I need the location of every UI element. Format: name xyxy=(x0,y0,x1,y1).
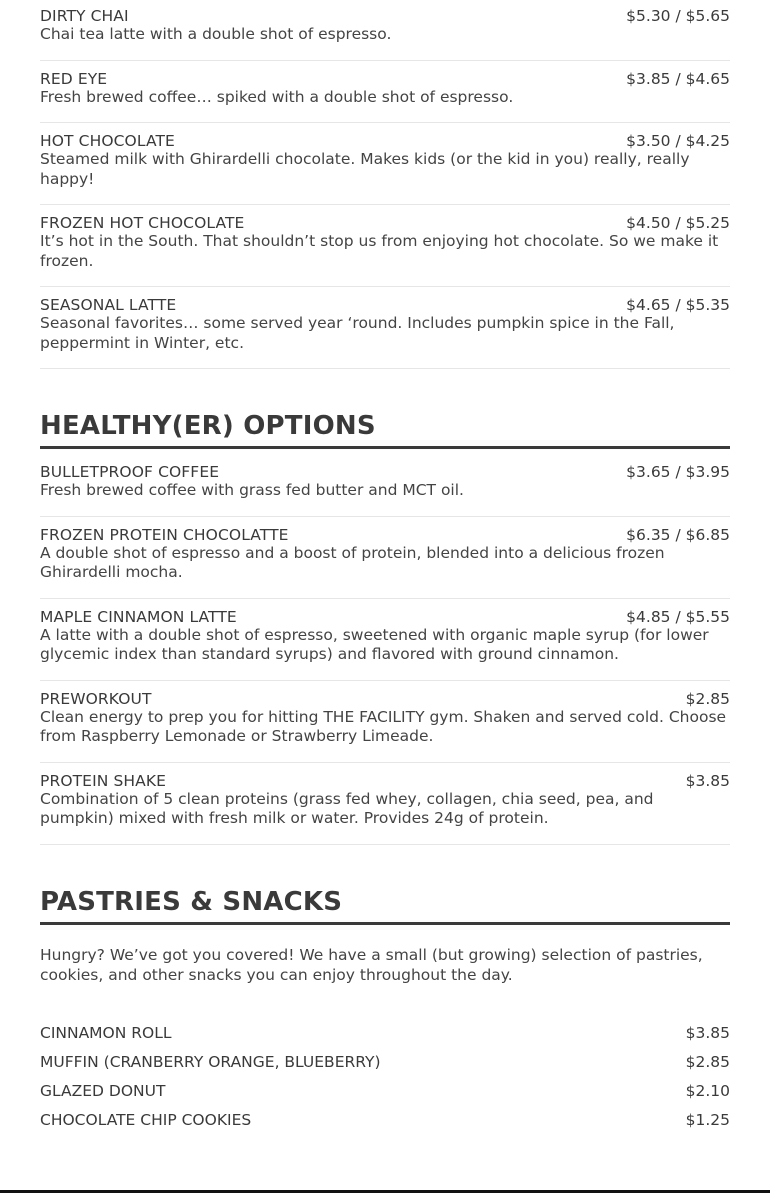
item-name: MAPLE CINNAMON LATTE xyxy=(40,607,237,626)
item-name: RED EYE xyxy=(40,69,108,88)
section-title: PASTRIES & SNACKS xyxy=(40,885,730,925)
item-name: PROTEIN SHAKE xyxy=(40,771,167,790)
item-price: $2.10 xyxy=(685,1081,730,1100)
item-name: CHOCOLATE CHIP COOKIES xyxy=(40,1110,252,1129)
item-price: $2.85 xyxy=(685,689,730,708)
menu-item xyxy=(40,771,730,845)
item-name: HOT CHOCOLATE xyxy=(40,132,175,150)
item-description: Combination of 5 clean proteins (grass fed whey, collagen, chia seed, pea, and pumpkin) mixed with fresh milk or water. Provides 24g of protein. xyxy=(40,789,654,827)
item-description: Fresh brewed coffee… spiked with a double shot of espresso. xyxy=(40,87,514,106)
snack-item xyxy=(40,1081,730,1101)
item-price: $1.25 xyxy=(685,1110,730,1129)
menu-item xyxy=(40,131,730,205)
menu-page xyxy=(40,0,730,1139)
item-name: GLAZED DONUT xyxy=(40,1081,166,1100)
item-name: PREWORKOUT xyxy=(40,689,152,708)
menu-item xyxy=(40,525,730,599)
item-name: FROZEN HOT CHOCOLATE xyxy=(40,214,245,232)
menu-item xyxy=(40,295,730,369)
item-price: $4.65 / $5.35 xyxy=(626,296,730,314)
item-description: It’s hot in the South. That shouldn’t stop us from enjoying hot chocolate. So we make it frozen. xyxy=(40,232,719,270)
menu-item xyxy=(40,689,730,763)
item-name: MUFFIN (CRANBERRY ORANGE, BLUEBERRY) xyxy=(40,1052,381,1071)
item-name: SEASONAL LATTE xyxy=(40,296,177,314)
menu-item xyxy=(40,213,730,287)
menu-item xyxy=(40,6,730,61)
item-name: BULLETPROOF COFFEE xyxy=(40,463,220,481)
pastries-section xyxy=(40,885,730,1130)
item-price: $3.50 / $4.25 xyxy=(626,132,730,150)
menu-item xyxy=(40,462,730,517)
menu-item xyxy=(40,607,730,681)
drinks-list xyxy=(40,6,730,369)
menu-item xyxy=(40,69,730,124)
healthy-section xyxy=(40,409,730,845)
item-description: A double shot of espresso and a boost of protein, blended into a delicious frozen Ghirardelli mocha. xyxy=(40,543,665,581)
item-price: $6.35 / $6.85 xyxy=(626,525,730,544)
section-intro: Hungry? We’ve got you covered! We have a small (but growing) selection of pastries, cookies, and other snacks you can enjoy throughout the day. xyxy=(40,945,703,984)
item-price: $3.85 / $4.65 xyxy=(626,69,730,88)
item-price: $4.85 / $5.55 xyxy=(626,607,730,626)
snack-item xyxy=(40,1110,730,1130)
item-description: A latte with a double shot of espresso, sweetened with organic maple syrup (for lower glycemic index than standard syrups) and flavored with ground cinnamon. xyxy=(40,625,709,663)
item-price: $3.85 xyxy=(685,771,730,790)
snack-item xyxy=(40,1023,730,1043)
item-description: Chai tea latte with a double shot of espresso. xyxy=(40,25,392,43)
item-description: Clean energy to prep you for hitting THE FACILITY gym. Shaken and served cold. Choose from Raspberry Lemonade or Strawberry Limeade. xyxy=(40,707,727,745)
item-price: $3.85 xyxy=(685,1023,730,1042)
item-description: Steamed milk with Ghirardelli chocolate. Makes kids (or the kid in you) really, really happy! xyxy=(40,150,690,188)
item-price: $4.50 / $5.25 xyxy=(626,214,730,232)
section-title: HEALTHY(ER) OPTIONS xyxy=(40,409,730,449)
item-price: $3.65 / $3.95 xyxy=(626,463,730,481)
item-name: FROZEN PROTEIN CHOCOLATTE xyxy=(40,525,289,544)
item-price: $5.30 / $5.65 xyxy=(626,7,730,25)
item-name: CINNAMON ROLL xyxy=(40,1023,172,1042)
item-description: Fresh brewed coffee with grass fed butter and MCT oil. xyxy=(40,481,464,499)
item-description: Seasonal favorites… some served year ‘round. Includes pumpkin spice in the Fall, peppermint in Winter, etc. xyxy=(40,314,675,352)
snack-item xyxy=(40,1052,730,1072)
item-name: DIRTY CHAI xyxy=(40,7,129,25)
item-price: $2.85 xyxy=(685,1052,730,1071)
